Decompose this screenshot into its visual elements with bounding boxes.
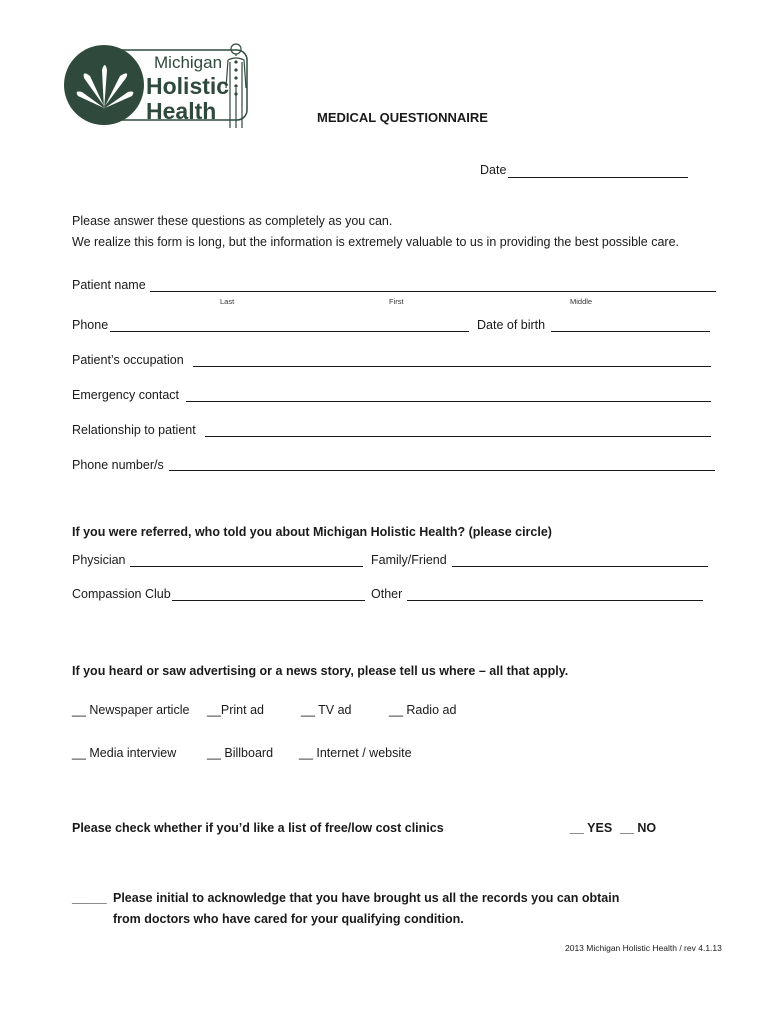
acknowledge-line-2: from doctors who have cared for your qualifying condition. bbox=[113, 912, 464, 926]
patient-name-label: Patient name bbox=[72, 278, 146, 292]
patient-name-field[interactable] bbox=[150, 291, 716, 292]
name-first-caption: First bbox=[389, 297, 404, 306]
dob-label: Date of birth bbox=[477, 318, 546, 332]
option-internet-website[interactable]: __ Internet / website bbox=[299, 746, 412, 760]
acknowledge-line-1: Please initial to acknowledge that you have brought us all the records you can obtain bbox=[113, 891, 620, 905]
emergency-contact-label: Emergency contact bbox=[72, 388, 179, 402]
referral-heading: If you were referred, who told you about Michigan Holistic Health? (please circle) bbox=[72, 525, 552, 539]
family-friend-label: Family/Friend bbox=[371, 553, 447, 567]
other-field[interactable] bbox=[407, 600, 703, 601]
phone-numbers-label: Phone number/s bbox=[72, 458, 164, 472]
footer-revision: 2013 Michigan Holistic Health / rev 4.1.13 bbox=[565, 943, 722, 953]
logo bbox=[62, 40, 262, 130]
relationship-label: Relationship to patient bbox=[72, 423, 196, 437]
logo-line-health: Health bbox=[146, 98, 217, 124]
option-print-ad[interactable]: __Print ad bbox=[207, 703, 264, 717]
option-radio-ad[interactable]: __ Radio ad bbox=[389, 703, 457, 717]
option-media-interview[interactable]: __ Media interview bbox=[72, 746, 177, 760]
emergency-contact-field[interactable] bbox=[186, 401, 711, 402]
occupation-field[interactable] bbox=[193, 366, 711, 367]
option-billboard[interactable]: __ Billboard bbox=[207, 746, 274, 760]
option-newspaper-article[interactable]: __ Newspaper article bbox=[72, 703, 190, 717]
physician-label: Physician bbox=[72, 553, 126, 567]
phone-field[interactable] bbox=[110, 331, 469, 332]
dob-field[interactable] bbox=[551, 331, 710, 332]
other-label: Other bbox=[371, 587, 403, 601]
compassion-club-label: Compassion Club bbox=[72, 587, 171, 601]
advertising-heading: If you heard or saw advertising or a news story, please tell us where – all that apply. bbox=[72, 664, 569, 678]
phone-label: Phone bbox=[72, 318, 109, 332]
clinics-question: Please check whether if you’d like a list of free/low cost clinics bbox=[72, 821, 444, 835]
date-label: Date bbox=[480, 163, 507, 177]
logo-line-holistic: Holistic bbox=[146, 73, 230, 99]
family-friend-field[interactable] bbox=[452, 566, 708, 567]
physician-field[interactable] bbox=[130, 566, 363, 567]
page-title: MEDICAL QUESTIONNAIRE bbox=[317, 110, 488, 125]
intro-line-2: We realize this form is long, but the information is extremely valuable to us in providing the best possible care. bbox=[72, 235, 680, 249]
compassion-club-field[interactable] bbox=[172, 600, 365, 601]
option-tv-ad[interactable]: __ TV ad bbox=[301, 703, 352, 717]
name-middle-caption: Middle bbox=[570, 297, 593, 306]
phone-numbers-field[interactable] bbox=[169, 470, 715, 471]
occupation-label: Patient’s occupation bbox=[72, 353, 184, 367]
clinics-yes-option[interactable]: __ YES bbox=[570, 821, 613, 835]
intro-line-1: Please answer these questions as completely as you can. bbox=[72, 214, 393, 228]
date-field[interactable] bbox=[508, 177, 688, 178]
name-last-caption: Last bbox=[220, 297, 235, 306]
initial-field[interactable]: _____ bbox=[72, 891, 107, 905]
logo-line-michigan: Michigan bbox=[154, 53, 223, 72]
relationship-field[interactable] bbox=[205, 436, 711, 437]
clinics-no-option[interactable]: __ NO bbox=[620, 821, 657, 835]
